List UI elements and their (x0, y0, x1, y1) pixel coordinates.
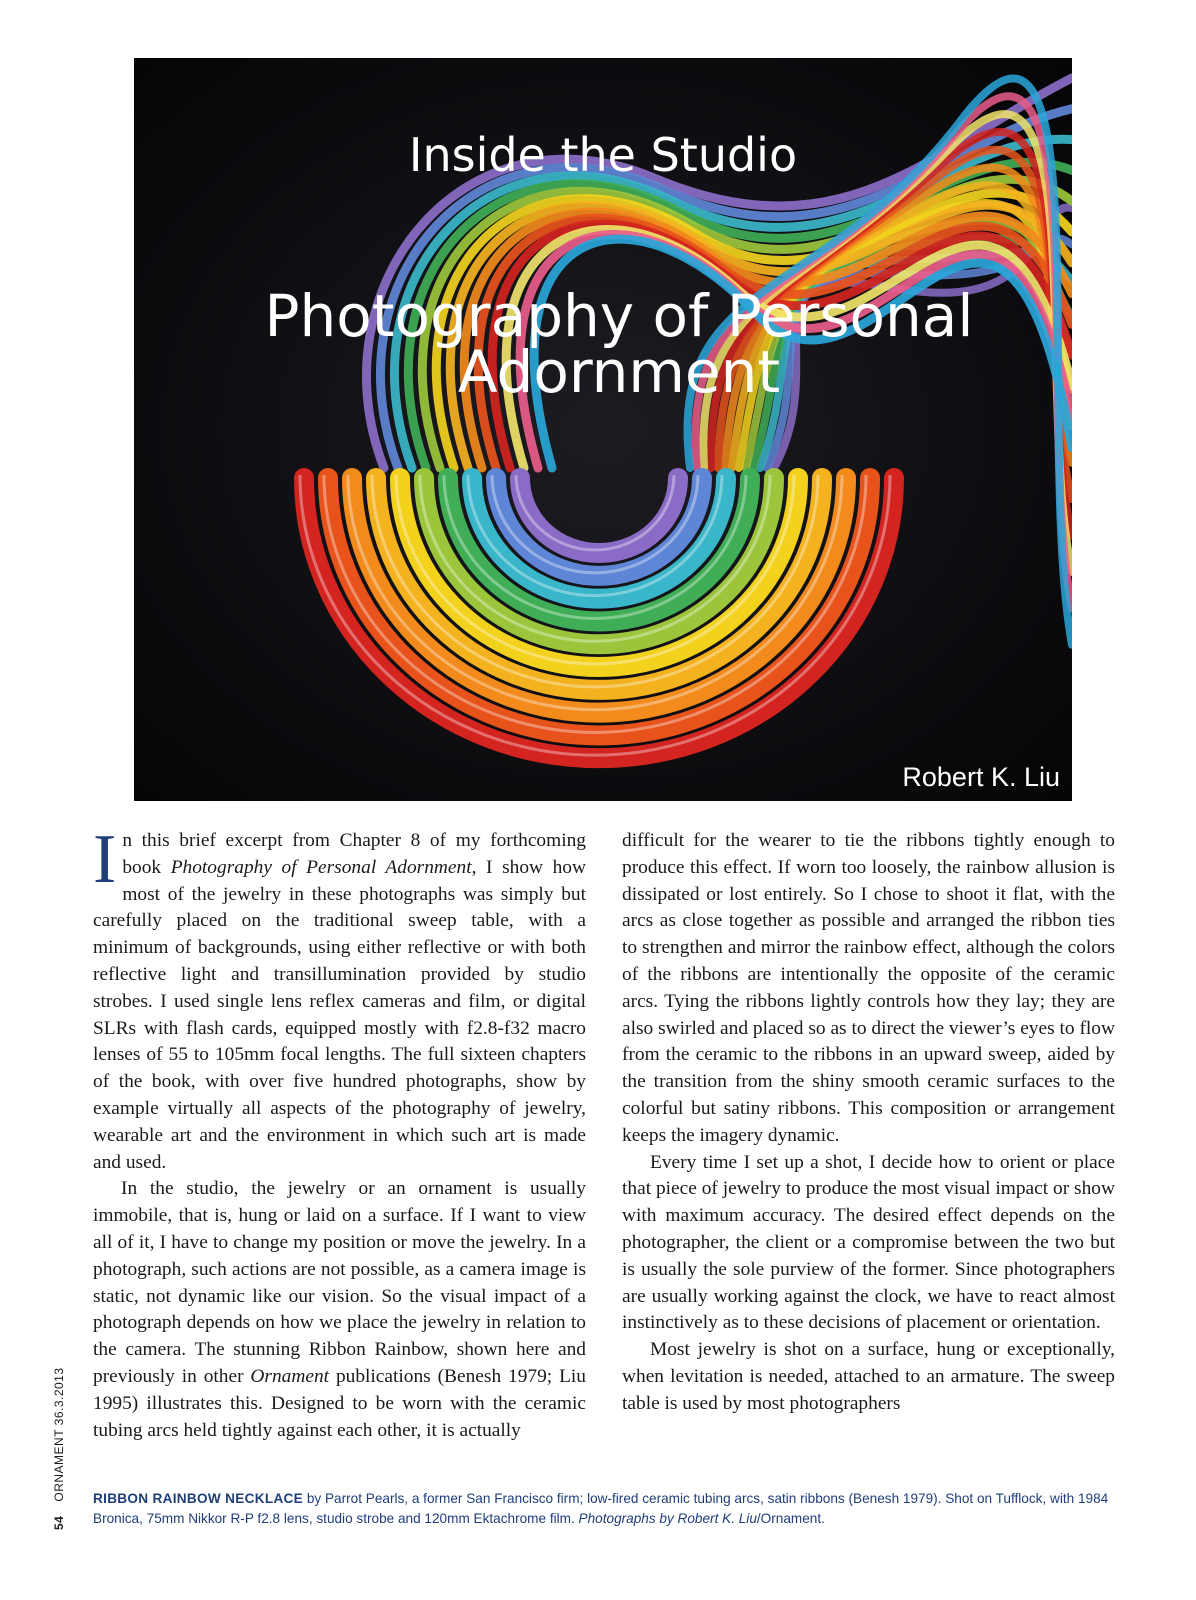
body-paragraph: Every time I set up a shot, I decide how to orient or place that piece of jewelry to produce the most visual impact or show with maximum accuracy. The desired effect depends on the photographer, the client or a compromise between the two but is usually the sole purview of the former. Since photographers are usually working against the clock, we have to react almost instinctively as to these decisions of placement or orientation. (622, 1151, 1115, 1334)
photo-caption (93, 1489, 1115, 1529)
book-title: Photography of Personal Adornment (170, 856, 472, 878)
hero-photo (134, 58, 1072, 801)
drop-cap: I (93, 821, 117, 898)
publication-issue: ORNAMENT 36.3.2013 (52, 1367, 66, 1502)
publication-name: Ornament (250, 1365, 330, 1387)
article-kicker: Inside the Studio (408, 128, 798, 182)
caption-text: by Parrot Pearls, a former San Francisco firm; low-fired ceramic tubing arcs, satin ribbons (Benesh 1979). Shot on Tufflock, with 1984 Bronica, 75mm Nikkor R-P f2.8 lens, studio strobe and 120mm Ektachrome film. (93, 1491, 1109, 1526)
article-author: Robert K. Liu (902, 762, 1060, 792)
page-number: 54 (52, 1515, 66, 1530)
caption-credit: Photographs by Robert K. Liu (578, 1511, 757, 1526)
body-paragraph: In this brief excerpt from Chapter 8 of my forthcoming book Photography of Personal Adornment, I show how most of the jewelry in these photographs was simply but carefully placed on the traditional sweep table, with a minimum of backgrounds, using either reflective or with both reflective light and transillumination provided by studio strobes. I used single lens reflex cameras and film, or digital SLRs with flash cards, equipped mostly with f2.8-f32 macro lenses of 55 to 105mm focal lengths. The full sixteen chapters of the book, with over five hundred photographs, show by example virtually all aspects of the photography of jewelry, wearable art and the environment in which such art is made and used. (93, 821, 586, 1173)
body-paragraph: difficult for the wearer to tie the ribbons tightly enough to produce this effect. If worn too loosely, the rainbow allusion is dissipated or lost entirely. So I chose to shoot it flat, with the arcs as close together as possible and arranged the ribbon ties to strengthen and mirror the rainbow effect, although the colors of the ribbons are intentionally the opposite of the ceramic arcs. Tying the ribbons lightly controls how they lay; they are also swirled and placed so as to direct the viewer’s eyes to flow from the ceramic to the ribbons in an upward sweep, aided by the transition from the shiny smooth ceramic surfaces to the colorful but satiny ribbons. This composition or arrangement keeps the imagery dynamic. (622, 830, 1115, 1146)
article-title: Photography of Personal Adornment (264, 282, 974, 406)
body-paragraph: In the studio, the jewelry or an ornament is usually immobile, that is, hung or laid on a surface. If I want to view all of it, I have to change my position or move the jewelry. In a photograph, such actions are not possible, as a camera image is static, not dynamic like our vision. So the visual impact of a photograph depends on how we place the jewelry in relation to the camera. The stunning Ribbon Rainbow, shown here and previously in other Ornament publications (Benesh 1979; Liu 1995) illustrates this. Designed to be worn with the ceramic tubing arcs held tightly against each other, it is actually (93, 1178, 586, 1441)
caption-lead: RIBBON RAINBOW NECKLACE (93, 1491, 304, 1506)
body-column-right (622, 828, 1115, 1418)
body-column-left (93, 821, 586, 1444)
caption-credit-tail: /Ornament. (756, 1511, 825, 1526)
page-folio (52, 1367, 66, 1530)
body-paragraph: Most jewelry is shot on a surface, hung or exceptionally, when levitation is needed, attached to an armature. The sweep table is used by most photographers (622, 1339, 1115, 1414)
